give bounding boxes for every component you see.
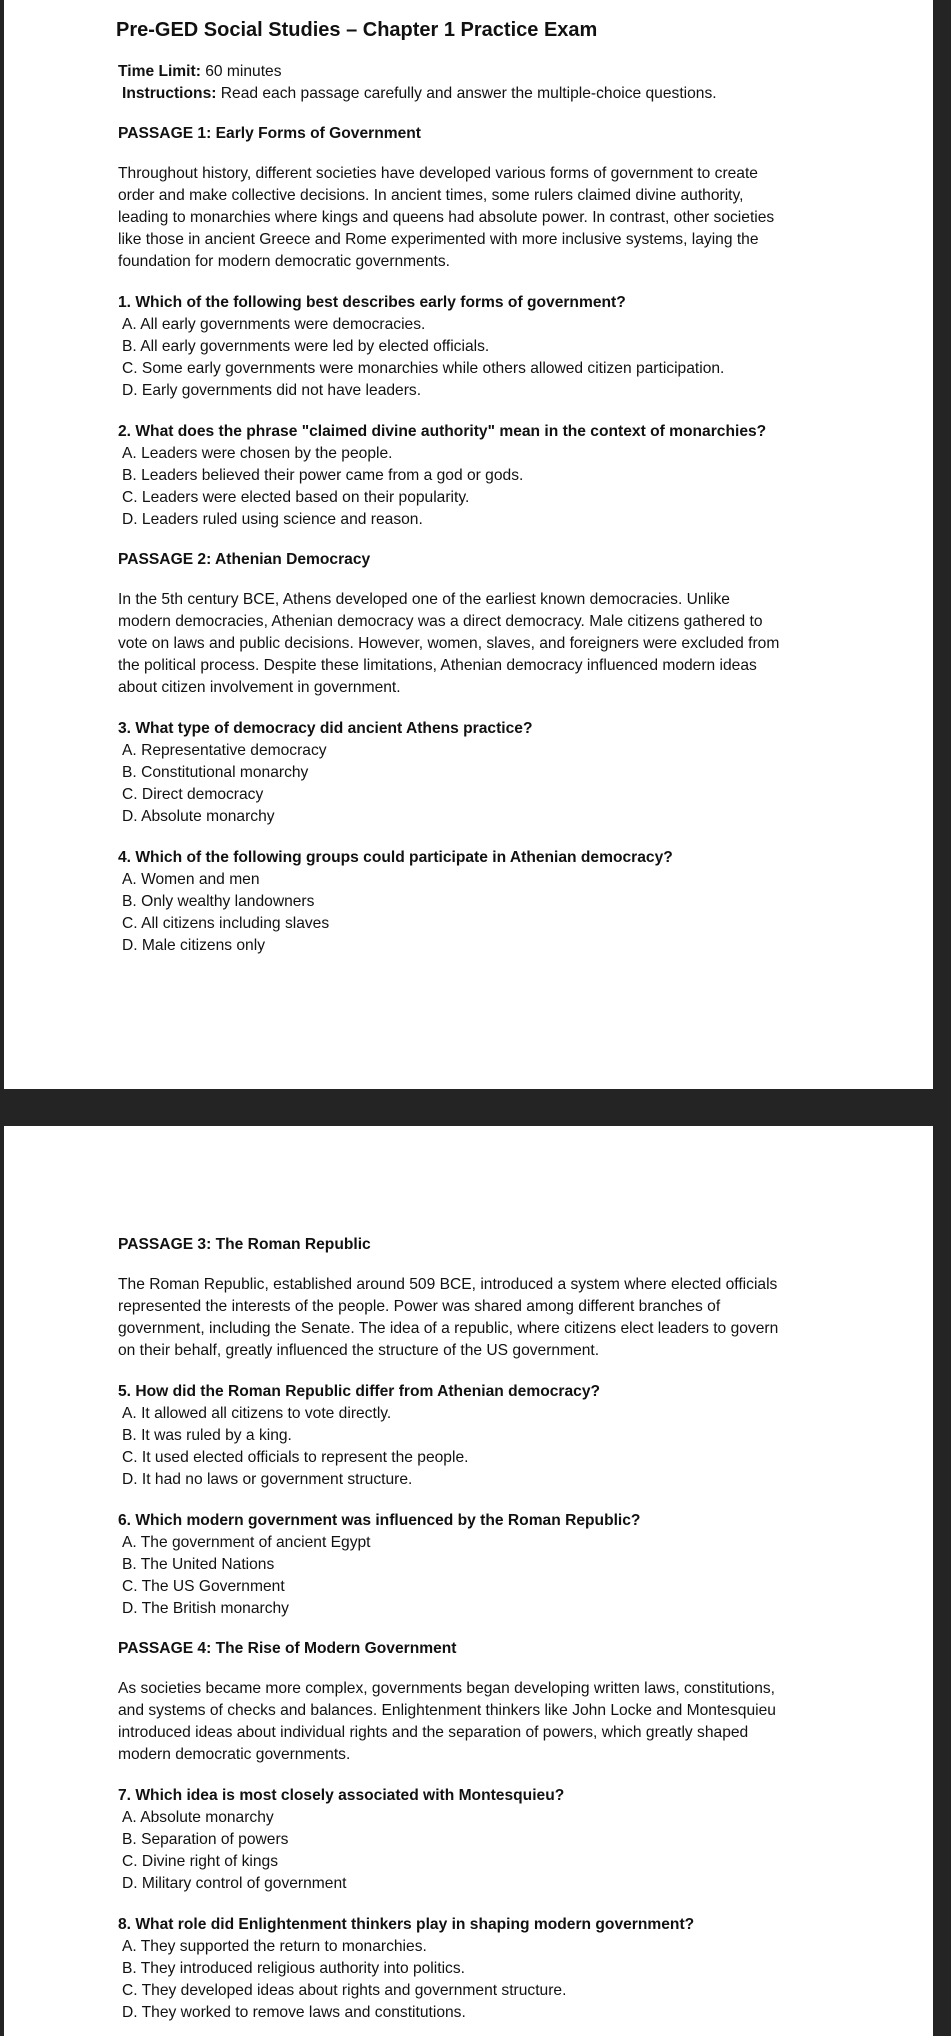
answer-option-c[interactable]: C. Divine right of kings: [122, 1853, 278, 1870]
question-text: 4. Which of the following groups could participate in Athenian democracy?: [118, 849, 673, 866]
question-7: [113, 1785, 913, 1895]
answer-option-d[interactable]: D. Absolute monarchy: [122, 808, 275, 825]
document-page-1: [4, 0, 933, 1089]
passage-line: modern democratic governments.: [118, 1746, 351, 1763]
passage-2-title: PASSAGE 2: Athenian Democracy: [118, 551, 371, 568]
answer-option-a[interactable]: A. Absolute monarchy: [122, 1809, 274, 1826]
document-page-2: [4, 1126, 933, 2036]
passage-line: vote on laws and public decisions. However, women, slaves, and foreigners were excluded from: [118, 635, 780, 652]
answer-options: [113, 869, 913, 957]
passage-line: modern democracies, Athenian democracy was a direct democracy. Male citizens gathered to: [118, 613, 763, 630]
time-limit-label: Time Limit:: [118, 63, 201, 80]
answer-option-d[interactable]: D. They worked to remove laws and constitutions.: [122, 2004, 466, 2021]
answer-option-a[interactable]: A. Women and men: [122, 871, 260, 888]
answer-option-c[interactable]: C. It used elected officials to represent the people.: [122, 1449, 469, 1466]
answer-option-a[interactable]: A. All early governments were democracies.: [122, 316, 426, 333]
question-5: [113, 1381, 913, 1491]
answer-option-a[interactable]: A. It allowed all citizens to vote directly.: [122, 1405, 392, 1422]
question-4: [113, 847, 913, 957]
answer-option-d[interactable]: D. Leaders ruled using science and reason.: [122, 511, 423, 528]
answer-option-b[interactable]: B. They introduced religious authority into politics.: [122, 1960, 465, 1977]
question-text: 8. What role did Enlightenment thinkers play in shaping modern government?: [118, 1916, 695, 1933]
passage-line: government, including the Senate. The idea of a republic, where citizens elect leaders to govern: [118, 1320, 779, 1337]
passage-4-text: [118, 1678, 913, 1766]
answer-option-c[interactable]: C. All citizens including slaves: [122, 915, 330, 932]
answer-option-d[interactable]: D. It had no laws or government structure.: [122, 1471, 413, 1488]
passage-3-title: PASSAGE 3: The Roman Republic: [118, 1236, 371, 1253]
answer-option-d[interactable]: D. The British monarchy: [122, 1600, 289, 1617]
answer-options: [113, 1807, 913, 1895]
passage-line: order and make collective decisions. In ancient times, some rulers claimed divine authority,: [118, 187, 744, 204]
answer-option-c[interactable]: C. They developed ideas about rights and government structure.: [122, 1982, 567, 1999]
passage-line: the political process. Despite these limitations, Athenian democracy influenced modern ideas: [118, 657, 757, 674]
answer-option-b[interactable]: B. Only wealthy landowners: [122, 893, 315, 910]
answer-option-b[interactable]: B. Leaders believed their power came from a god or gods.: [122, 467, 524, 484]
answer-option-a[interactable]: A. Representative democracy: [122, 742, 327, 759]
answer-option-c[interactable]: C. Leaders were elected based on their popularity.: [122, 489, 470, 506]
question-8: [113, 1914, 913, 2024]
passage-line: leading to monarchies where kings and queens had absolute power. In contrast, other societies: [118, 209, 775, 226]
passage-3-text: [118, 1274, 913, 1362]
answer-option-c[interactable]: C. The US Government: [122, 1578, 285, 1595]
answer-options: [113, 443, 913, 531]
passage-line: about citizen involvement in government.: [118, 679, 401, 696]
answer-option-c[interactable]: C. Direct democracy: [122, 786, 264, 803]
passage-line: As societies became more complex, governments began developing written laws, constitutions,: [118, 1680, 776, 1697]
question-text: 1. Which of the following best describes early forms of government?: [118, 294, 626, 311]
answer-option-d[interactable]: D. Early governments did not have leaders.: [122, 382, 422, 399]
passage-line: In the 5th century BCE, Athens developed one of the earliest known democracies. Unlike: [118, 591, 730, 608]
instructions-value: Read each passage carefully and answer the multiple-choice questions.: [216, 85, 717, 102]
passage-2-text: [118, 589, 913, 699]
answer-option-b[interactable]: B. It was ruled by a king.: [122, 1427, 292, 1444]
answer-options: [113, 740, 913, 828]
answer-options: [113, 1403, 913, 1491]
answer-option-d[interactable]: D. Military control of government: [122, 1875, 347, 1892]
passage-line: like those in ancient Greece and Rome experimented with more inclusive systems, laying the: [118, 231, 759, 248]
question-2: [113, 421, 913, 531]
passage-line: introduced ideas about individual rights and the separation of powers, which greatly shaped: [118, 1724, 749, 1741]
question-6: [113, 1510, 913, 1620]
question-text: 6. Which modern government was influenced by the Roman Republic?: [118, 1512, 641, 1529]
answer-options: [113, 1936, 913, 2024]
passage-4-title: PASSAGE 4: The Rise of Modern Government: [118, 1640, 457, 1657]
passage-1-title: PASSAGE 1: Early Forms of Government: [118, 125, 421, 142]
question-1: [113, 292, 913, 402]
exam-title: Pre-GED Social Studies – Chapter 1 Practice Exam: [116, 19, 598, 41]
passage-1-text: [118, 163, 913, 273]
passage-line: foundation for modern democratic governments.: [118, 253, 450, 270]
passage-line: Throughout history, different societies have developed various forms of government to create: [118, 165, 758, 182]
question-text: 2. What does the phrase "claimed divine authority" mean in the context of monarchies?: [118, 423, 767, 440]
answer-option-b[interactable]: B. All early governments were led by elected officials.: [122, 338, 490, 355]
answer-option-a[interactable]: A. Leaders were chosen by the people.: [122, 445, 393, 462]
question-text: 3. What type of democracy did ancient Athens practice?: [118, 720, 533, 737]
passage-line: The Roman Republic, established around 509 BCE, introduced a system where elected officials: [118, 1276, 778, 1293]
answer-option-d[interactable]: D. Male citizens only: [122, 937, 265, 954]
time-limit-value: 60 minutes: [200, 63, 282, 80]
answer-option-b[interactable]: B. Constitutional monarchy: [122, 764, 309, 781]
instructions: [122, 83, 913, 105]
answer-option-a[interactable]: A. They supported the return to monarchies.: [122, 1938, 427, 1955]
answer-option-b[interactable]: B. The United Nations: [122, 1556, 275, 1573]
instructions-label: Instructions:: [122, 85, 217, 102]
passage-line: and systems of checks and balances. Enlightenment thinkers like John Locke and Montesquieu: [118, 1702, 776, 1719]
passage-line: on their behalf, greatly influenced the structure of the US government.: [118, 1342, 600, 1359]
time-limit: [118, 61, 913, 83]
question-3: [113, 718, 913, 828]
answer-option-b[interactable]: B. Separation of powers: [122, 1831, 289, 1848]
passage-line: represented the interests of the people. Power was shared among different branches of: [118, 1298, 721, 1315]
answer-options: [113, 1532, 913, 1620]
question-text: 7. Which idea is most closely associated with Montesquieu?: [118, 1787, 565, 1804]
answer-option-a[interactable]: A. The government of ancient Egypt: [122, 1534, 371, 1551]
answer-options: [113, 314, 913, 402]
answer-option-c[interactable]: C. Some early governments were monarchies while others allowed citizen participation.: [122, 360, 725, 377]
question-text: 5. How did the Roman Republic differ from Athenian democracy?: [118, 1383, 601, 1400]
